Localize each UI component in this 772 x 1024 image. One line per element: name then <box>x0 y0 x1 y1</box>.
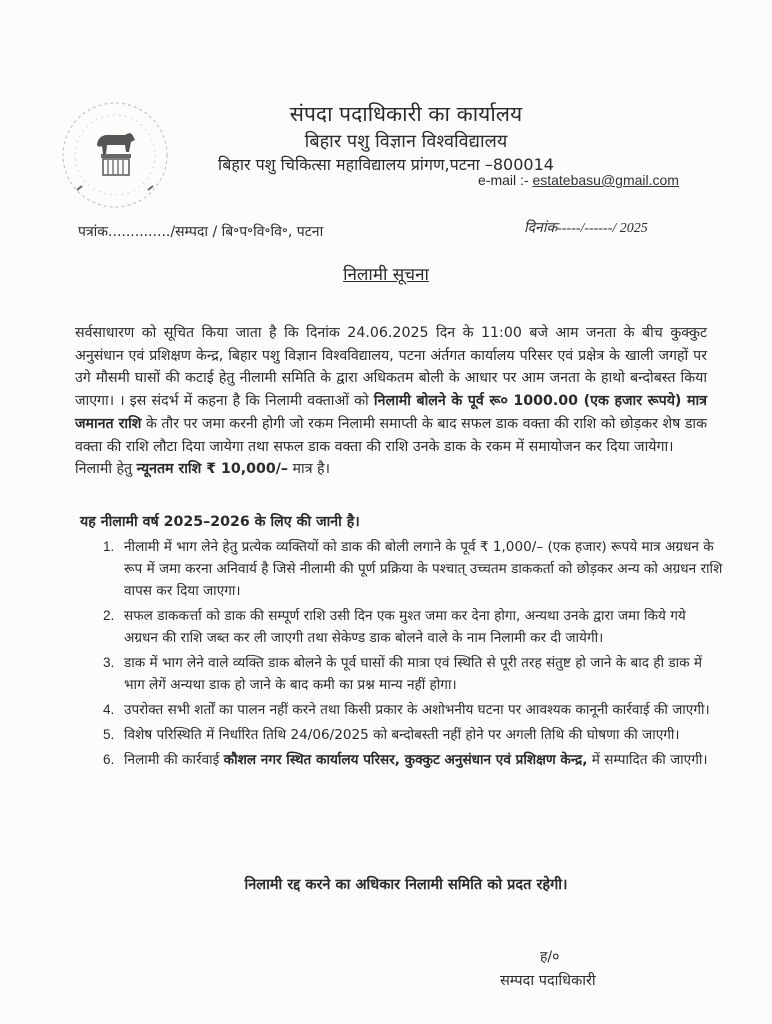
email-line <box>478 172 679 188</box>
condition-item <box>103 652 723 696</box>
condition-text: उपरोक्त सभी शर्तों का पालन नहीं करने तथा किसी प्रकार के अशोभनीय घटना पर आवश्यक कानूनी कार्रवाई की जाएगी। <box>124 702 710 718</box>
condition-text: सफल डाककर्त्ता को डाक की सम्पूर्ण राशि उसी दिन एक मुश्त जमा कर देना होगा, अन्यथा उनके द्वारा जमा किये गये अग्रधन की राशि जब्त कर ली जाएगी तथा सेकेण्ड डाक बोलने वाले के नाम निलामी कर दी जायेगी। <box>124 608 686 646</box>
email-link[interactable]: estatebasu@gmail.com <box>532 172 679 188</box>
min-amount-bold: न्यूनतम राशि ₹ 10,000/– <box>136 461 289 478</box>
condition-text: नीलामी में भाग लेने हेतु प्रत्येक व्यक्तियों को डाक की बोली लगाने के पूर्व ₹ 1,000/– (एक हजार) रूपये मात्र अग्रधन के रूप में जमा करना अनिवार्य है जिसे नीलामी की पूर्ण प्रक्रिया के पश्चात् उच्चतम डाककर्ता को छोड़कर अन्य को अग्रधन राशि वापस कर दिया जाएगा। <box>124 539 723 599</box>
conditions-list <box>103 536 723 774</box>
condition-number: 6. <box>103 752 115 767</box>
para-intro: सर्वसाधारण को सूचित किया जाता है कि दिनांक 24.06.2025 दिन के 11:00 बजे आम जनता के बीच कुक्कुट अनुसंधान एवं प्रशिक्षण केन्द्र, बिहार पशु विज्ञान विश्वविद्यालय, पटना अंर्तगत कार्यालय परिसर एवं प्रक्षेत्र के खाली जगहों पर उगे मौसमी घासों की कटाई हेतु नीलामी समिति के द्वारा अधिकतम बोली के आधार पर आम जनता के हाथो बन्दोबस्त किया जाएगा। । इस संदर्भ में कहना है कि निलामी वक्ताओं को <box>75 325 707 410</box>
condition-number: 4. <box>103 702 115 717</box>
condition-number: 1. <box>103 539 115 554</box>
email-label: e-mail :- <box>478 172 529 188</box>
university-name: बिहार पशु विज्ञान विश्वविद्यालय <box>304 131 508 152</box>
condition-number: 3. <box>103 655 115 670</box>
condition-text: विशेष परिस्थिति में निर्धारित तिथि 24/06/2025 को बन्दोबस्ती नहीं होने पर अगली तिथि की घोषणा की जाएगी। <box>124 727 680 743</box>
condition-number: 5. <box>103 727 115 742</box>
condition-item <box>103 749 723 771</box>
condition-number: 2. <box>103 608 115 623</box>
notice-paragraph <box>75 322 707 481</box>
letter-date: दिनांक-----/------/ 2025 <box>524 221 648 236</box>
notice-title <box>0 262 772 285</box>
notice-title-text: निलामी सूचना <box>343 265 429 285</box>
office-address: बिहार पशु चिकित्सा महाविद्यालय प्रांगण,पटना –800014 <box>218 155 554 174</box>
condition-text-b: में सम्पादित की जाएगी। <box>587 752 708 768</box>
para-deposit-details: के तौर पर जमा करनी होगी जो रकम निलामी समाप्ती के बाद सफल डाक वक्ता की राशि को छोड़कर शेष डाक वक्ता की राशि लौटा दिया जायेगा तथा सफल डाक वक्ता की राशि उनके डाक के रकम में समायोजन कर दिया जायेगा। <box>75 415 707 455</box>
condition-item <box>103 536 723 602</box>
min-amount-prefix: निलामी हेतु <box>75 461 137 478</box>
condition-text: डाक में भाग लेने वाले व्यक्ति डाक बोलने के पूर्व घासों की मात्रा एवं स्थिति से पूरी तरह संतुष्ट हो जाने के बाद ही डाक में भाग लेगें अन्यथा डाक हो जाने के बाद कमी का प्रश्न मान्य नहीं होगा। <box>124 655 703 693</box>
condition-item <box>103 724 723 746</box>
signatory-designation: सम्पदा पदाधिकारी <box>500 973 596 989</box>
condition-item <box>103 605 723 649</box>
condition-venue-bold: कौशल नगर स्थित कार्यालय परिसर, कुक्कुट अनुसंधान एवं प्रशिक्षण केन्द्र, <box>223 752 588 768</box>
closing-statement: निलामी रद्द करने का अधिकार निलामी समिति को प्रदत रहेगी। <box>244 877 568 893</box>
signature-mark: ह/० <box>540 949 560 965</box>
auction-year-line: यह नीलामी वर्ष 2025–2026 के लिए की जानी है। <box>80 514 360 530</box>
min-amount-suffix: मात्र है। <box>288 461 330 478</box>
office-title: संपदा पदाधिकारी का कार्यालय <box>289 102 523 126</box>
para-deposit-bold: निलामी बोलने के पूर्व रू० 1000.00 (एक हजार रूपये) मात्र जमानत राशि <box>75 393 707 432</box>
condition-item <box>103 699 723 721</box>
letter-number: पत्रांक............../सम्पदा / बि॰प॰वि॰वि॰, पटना <box>78 224 324 240</box>
condition-text-a: निलामी की कार्रवाई <box>124 752 224 768</box>
